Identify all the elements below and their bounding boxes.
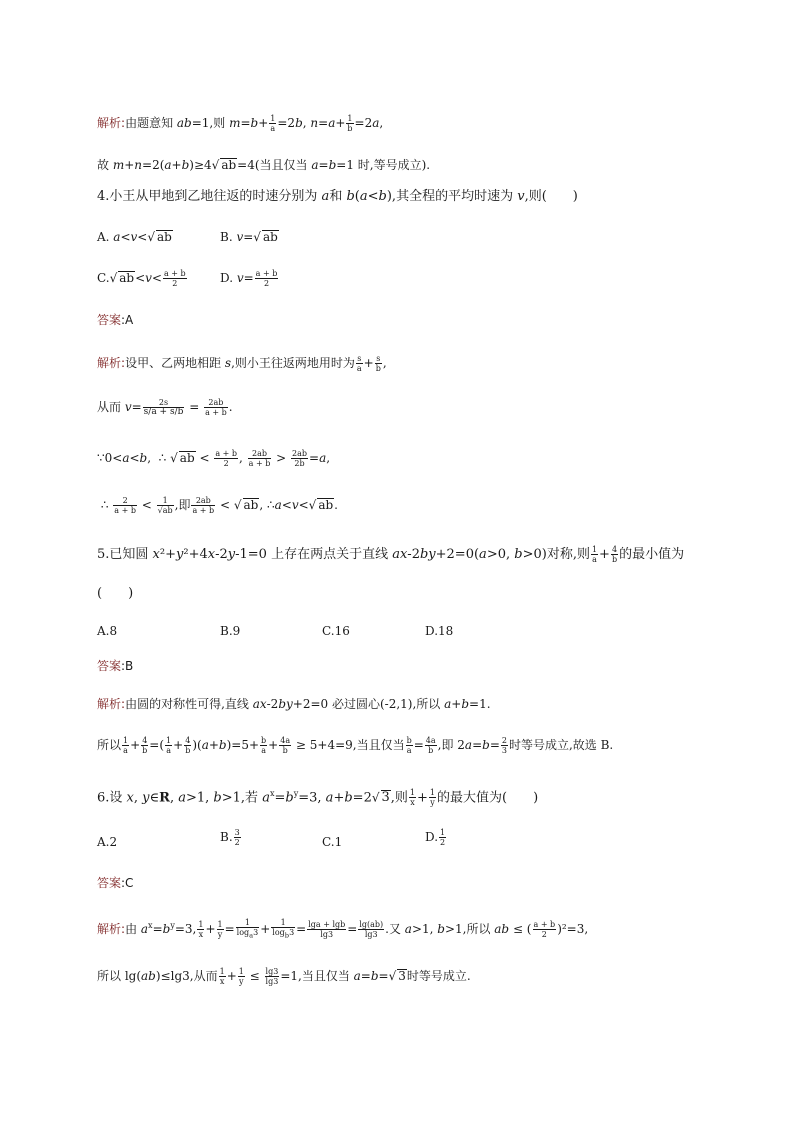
q4-option-c[interactable]: C.√ ab<v< $\frac{a + b}{2}$: [97, 269, 186, 288]
q6-answer: 答案:C: [97, 876, 134, 890]
question-6-stem: 6.设 x, y∈R, a>1, b>1,若 $a^x=b^y=3$, a+b=2√ 3,则 $\frac{1}{x}$ + $\frac{1}{y}$ 的最大值为( ): [97, 788, 539, 808]
q4-analysis-line-4: ∴ $\frac{2}{a + b}$ < $\frac{1}{√ab}$ ,即 $\frac{2ab}{a + b}$ < √ ab, ∴a<v<√ ab.: [97, 496, 338, 515]
q6-analysis-line-2: 所以 lg(ab)≤lg3,从而 $\frac{1}{x}$ + $\frac{1}{y}$ ≤ $\frac{\lg 3}{\lg 3}$ =1,当且仅当 a=b=√ 3时等号成立.: [97, 967, 471, 986]
q4-analysis-line-2: 从而 v= $\frac{2s}{s/a + s/b}$ = $\frac{2ab}{a + b}$ .: [97, 398, 233, 417]
q6-option-c[interactable]: C.1: [322, 835, 343, 849]
q6-option-b[interactable]: B. $\frac{3}{2}$: [220, 828, 240, 847]
analysis-label: 解析: [97, 116, 122, 130]
question-5-stem: 5.已知圆 x²+y²+4x-2y-1=0 上存在两点关于直线 ax-2by+2=0(a>0, b>0)对称,则 $\frac{1}{a}$ + $\frac{4}{b}$ 的最小值为: [97, 545, 685, 564]
q5-option-a[interactable]: A.8: [97, 624, 118, 638]
q5-analysis-line-2: 所以 $\frac{1}{a}$ + $\frac{4}{b}$ =( $\frac{1}{a}$ + $\frac{4}{b}$ )(a+b)=5+ $\frac{b}{a}$ + $\frac{4a}{b}$ ≥ 5+4=9,当且仅当 $\frac{b}{a}$ = $\frac{4a}{b}$ ,即 2a=b= $\frac{2}{3}$ 时等号成立,故选 B.: [97, 736, 614, 755]
prev-analysis-line-2: 故 m+n=2(a+b)≥4√ ab=4(当且仅当 a=b=1 时,等号成立).: [97, 158, 431, 172]
question-4-stem: 4.小王从甲地到乙地往返的时速分别为 a和 b(a<b),其全程的平均时速为 v,则( ): [97, 189, 578, 204]
q4-option-d[interactable]: D. v= $\frac{a + b}{2}$: [220, 269, 278, 288]
q4-analysis-line-3: ∵0<a<b, ∴ √ ab < $\frac{a + b}{2}$ , $\frac{2ab}{a + b}$ > $\frac{2ab}{2b}$ =a,: [97, 449, 331, 468]
q6-option-a[interactable]: A.2: [97, 835, 118, 849]
prev-analysis-line-1: 解析:由题意知 ab=1,则 m=b+ $\frac{1}{a}$ =2b, n=a+ $\frac{1}{b}$ =2a,: [97, 114, 384, 133]
question-5-paren: ( ): [97, 586, 134, 601]
q4-option-a[interactable]: A. a<v<√ ab: [97, 230, 172, 244]
q6-analysis-line-1: 解析:由 $a^x=b^y=3$, $\frac{1}{x}$ + $\frac{1}{y}$ = $\frac{1}{\log_a3}$ + $\frac{1}{\log_b3}$ = $\frac{\lg a + \lg b}{\lg 3}$ = $\frac{\lg(ab)}{\lg 3}$ .又 a>1, b>1,所以 ab ≤ ( $\frac{a + b}{2}$ )²=3,: [97, 918, 589, 940]
q5-answer: 答案:B: [97, 659, 134, 673]
q4-answer: 答案:A: [97, 313, 134, 327]
q5-option-c[interactable]: C.16: [322, 624, 350, 638]
q5-option-b[interactable]: B.9: [220, 624, 241, 638]
q4-option-b[interactable]: B. v=√ ab: [220, 230, 278, 244]
q6-option-d[interactable]: D. $\frac{1}{2}$: [425, 828, 446, 847]
q5-analysis-line-1: 解析:由圆的对称性可得,直线 ax-2by+2=0 必过圆心(-2,1),所以 a+b=1.: [97, 697, 491, 711]
q4-analysis-line-1: 解析:设甲、乙两地相距 s,则小王往返两地用时为 $\frac{s}{a}$ + $\frac{s}{b}$ ,: [97, 354, 387, 373]
q5-option-d[interactable]: D.18: [425, 624, 454, 638]
